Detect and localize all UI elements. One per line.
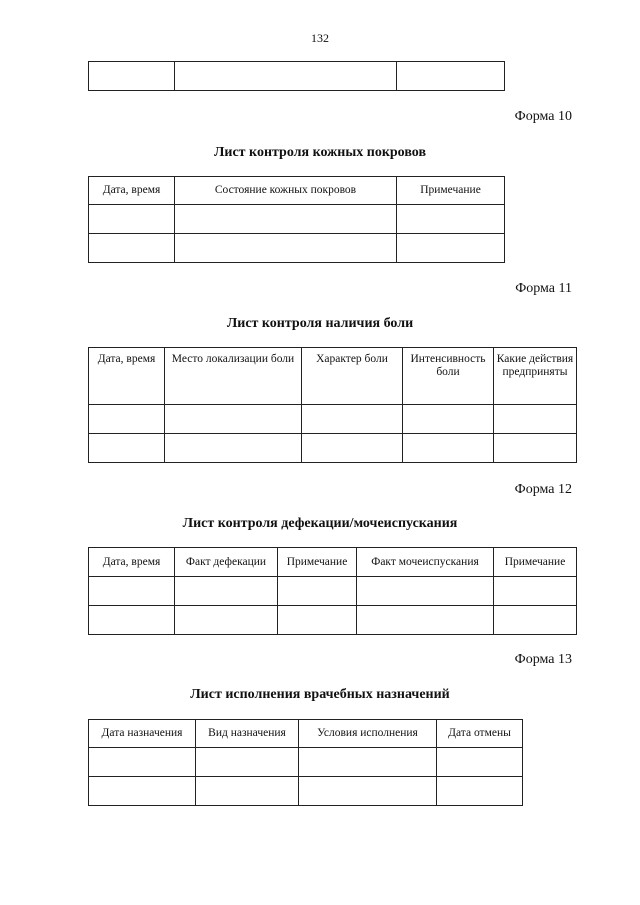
table-cell [437, 777, 523, 806]
form-13-title: Лист исполнения врачебных назначений [190, 687, 450, 702]
table-cell [165, 405, 302, 434]
form-10-title: Лист контроля кожных покровов [213, 145, 427, 160]
table-cell [175, 577, 278, 606]
table-header-row [89, 177, 505, 205]
form-12-label: Форма 12 [514, 482, 572, 497]
table-cell [89, 777, 196, 806]
column-header: Дата, время [89, 348, 165, 405]
column-header: Характер боли [302, 348, 403, 405]
table-cell [278, 606, 357, 635]
table-cell [494, 434, 577, 463]
table-cell [196, 777, 299, 806]
column-header: Условия исполнения [299, 720, 437, 748]
table-cell [357, 577, 494, 606]
table-cell [89, 405, 165, 434]
table-row [89, 777, 523, 806]
table-cell [89, 434, 165, 463]
column-header: Факт дефекации [175, 548, 278, 577]
table-header-row [89, 348, 577, 405]
column-header: Дата, время [89, 548, 175, 577]
form-13-label: Форма 13 [514, 652, 572, 667]
table-cell [299, 748, 437, 777]
column-header: Примечание [397, 177, 505, 205]
table-cell [494, 606, 577, 635]
column-header: Интенсивность боли [403, 348, 494, 405]
form-12-title: Лист контроля дефекации/мочеиспускания [182, 516, 458, 531]
column-header: Место локализации боли [165, 348, 302, 405]
table-cell [357, 606, 494, 635]
table-cell [302, 434, 403, 463]
table-row [89, 205, 505, 234]
table-row [89, 606, 577, 635]
form-11-label: Форма 11 [515, 281, 572, 296]
column-header: Состояние кожных покровов [175, 177, 397, 205]
table-cell [403, 405, 494, 434]
table-row [89, 405, 577, 434]
column-header: Дата, время [89, 177, 175, 205]
table-cell [175, 62, 397, 91]
table-cell [89, 606, 175, 635]
column-header: Какие действия предприняты [494, 348, 577, 405]
table-cell [175, 205, 397, 234]
page-number: 132 [311, 31, 329, 45]
column-header: Вид назначения [196, 720, 299, 748]
table-row [89, 234, 505, 263]
table-cell [437, 748, 523, 777]
table-cell [494, 577, 577, 606]
table-row [89, 577, 577, 606]
table-cell [397, 234, 505, 263]
continuation-table [88, 61, 505, 91]
table-cell [89, 234, 175, 263]
form-11-title: Лист контроля наличия боли [226, 316, 414, 331]
table-cell [165, 434, 302, 463]
table-cell [89, 577, 175, 606]
table-cell [299, 777, 437, 806]
form-11-table [88, 347, 577, 463]
form-10-label: Форма 10 [514, 109, 572, 124]
table-cell [89, 62, 175, 91]
table-cell [494, 405, 577, 434]
column-header: Примечание [494, 548, 577, 577]
table-cell [397, 205, 505, 234]
column-header: Примечание [278, 548, 357, 577]
table-header-row [89, 548, 577, 577]
table-header-row [89, 720, 523, 748]
table-row [89, 434, 577, 463]
table-cell [175, 234, 397, 263]
column-header: Факт мочеиспускания [357, 548, 494, 577]
form-10-table [88, 176, 505, 263]
column-header: Дата назначения [89, 720, 196, 748]
form-12-table [88, 547, 577, 635]
table-cell [403, 434, 494, 463]
table-row [89, 62, 505, 91]
column-header: Дата отмены [437, 720, 523, 748]
table-cell [278, 577, 357, 606]
table-cell [196, 748, 299, 777]
form-13-table [88, 719, 523, 806]
table-row [89, 748, 523, 777]
table-cell [89, 748, 196, 777]
table-cell [175, 606, 278, 635]
table-cell [89, 205, 175, 234]
table-cell [397, 62, 505, 91]
table-cell [302, 405, 403, 434]
